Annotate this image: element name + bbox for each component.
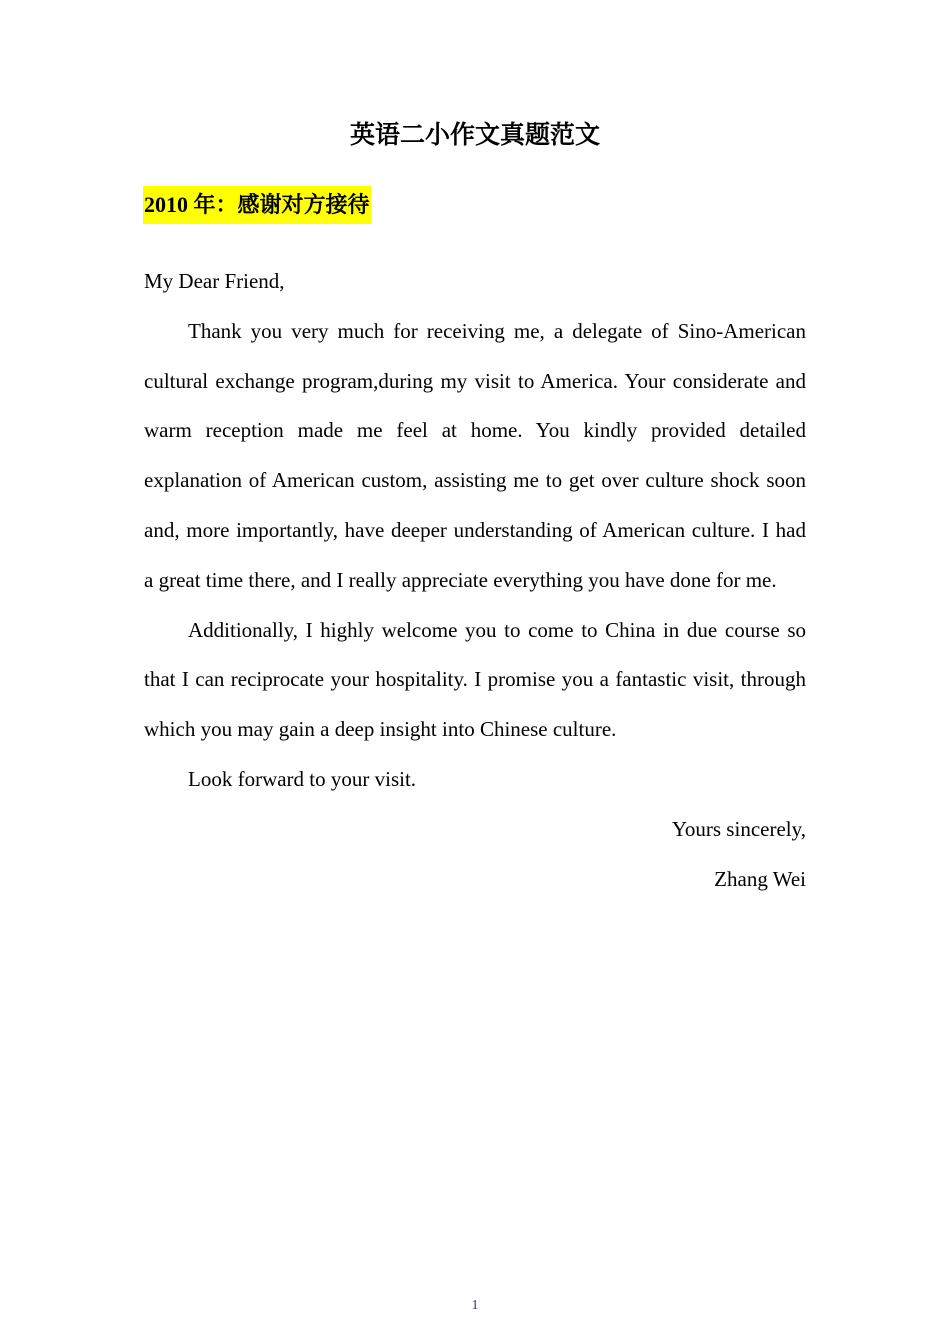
letter-signature: Zhang Wei — [714, 866, 806, 891]
letter-paragraph-1: Thank you very much for receiving me, a delegate of Sino-American cultural exchange program,during my visit to America. Your considerate and warm reception made me feel at home. You kindly provided detailed explanation of American custom, assisting me to get over culture shock soon and, more importantly, have deeper understanding of American culture. I had a great time there, and I really appreciate everything you have done for me. — [144, 318, 806, 592]
section-heading-highlighted: 2010 年：感谢对方接待 — [143, 186, 371, 224]
letter-salutation: My Dear Friend, — [144, 269, 285, 293]
letter-closing-line: Look forward to your visit. — [188, 766, 417, 791]
letter-complimentary-close: Yours sincerely, — [671, 816, 806, 841]
page-number: 1 — [471, 1298, 479, 1313]
letter-body — [144, 257, 806, 904]
page-title: 英语二小作文真题范文 — [349, 122, 600, 149]
letter-paragraph-2: Additionally, I highly welcome you to come to China in due course so that I can reciprocate your hospitality. I promise you a fantastic visit, through which you may gain a deep insight into Chinese culture. — [144, 617, 806, 742]
